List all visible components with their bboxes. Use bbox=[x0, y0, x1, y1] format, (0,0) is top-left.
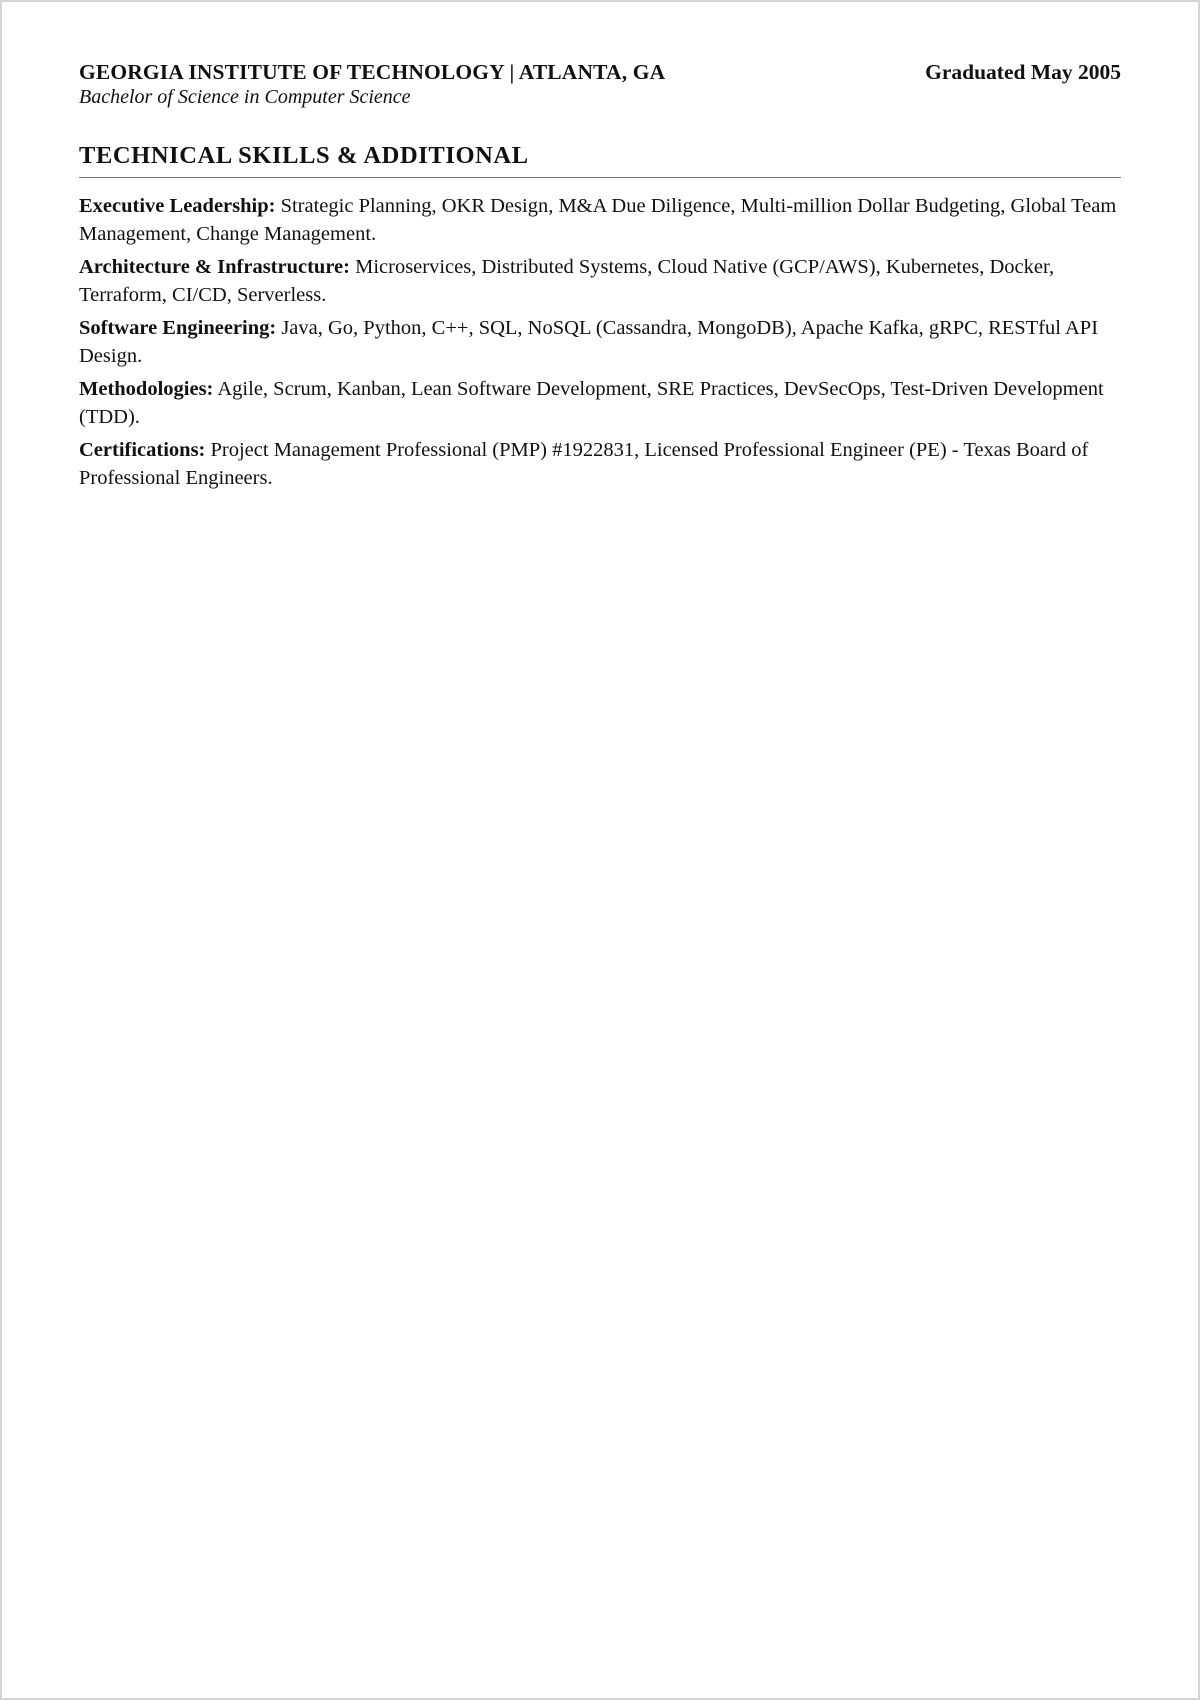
skill-text: Microservices, Distributed Systems, Cloud Native (GCP/AWS), Kubernetes, Docker, Terraform, CI/CD, Serverless. bbox=[79, 256, 1055, 306]
skills-list bbox=[79, 193, 1121, 492]
skill-item-executive-leadership bbox=[79, 193, 1121, 248]
education-entry bbox=[79, 60, 1121, 109]
skill-text: Project Management Professional (PMP) #1922831, Licensed Professional Engineer (PE) - Texas Board of Professional Engineers. bbox=[79, 439, 1089, 489]
skill-item-certifications bbox=[79, 437, 1121, 492]
skill-text: Strategic Planning, OKR Design, M&A Due Diligence, Multi-million Dollar Budgeting, Global Team Management, Change Management. bbox=[79, 195, 1117, 245]
skill-label: Software Engineering: bbox=[79, 317, 277, 339]
skill-label: Executive Leadership: bbox=[79, 195, 276, 217]
resume-content bbox=[79, 60, 1121, 498]
skill-item-methodologies bbox=[79, 376, 1121, 431]
skill-item-software-engineering bbox=[79, 315, 1121, 370]
skill-text: Java, Go, Python, C++, SQL, NoSQL (Cassandra, MongoDB), Apache Kafka, gRPC, RESTful API Design. bbox=[79, 317, 1099, 367]
skill-text: Agile, Scrum, Kanban, Lean Software Development, SRE Practices, DevSecOps, Test-Driven Development (TDD). bbox=[79, 378, 1104, 428]
skills-section-title: TECHNICAL SKILLS & ADDITIONAL bbox=[79, 142, 1121, 178]
skill-label: Methodologies: bbox=[79, 378, 214, 400]
education-header-row bbox=[79, 60, 1121, 85]
education-date: Graduated May 2005 bbox=[925, 60, 1121, 84]
skill-item-architecture-infrastructure bbox=[79, 254, 1121, 309]
skill-label: Architecture & Infrastructure: bbox=[79, 256, 350, 278]
education-school: GEORGIA INSTITUTE OF TECHNOLOGY | ATLANTA, GA bbox=[79, 60, 666, 84]
skill-label: Certifications: bbox=[79, 439, 206, 461]
education-degree: Bachelor of Science in Computer Science bbox=[79, 86, 411, 108]
